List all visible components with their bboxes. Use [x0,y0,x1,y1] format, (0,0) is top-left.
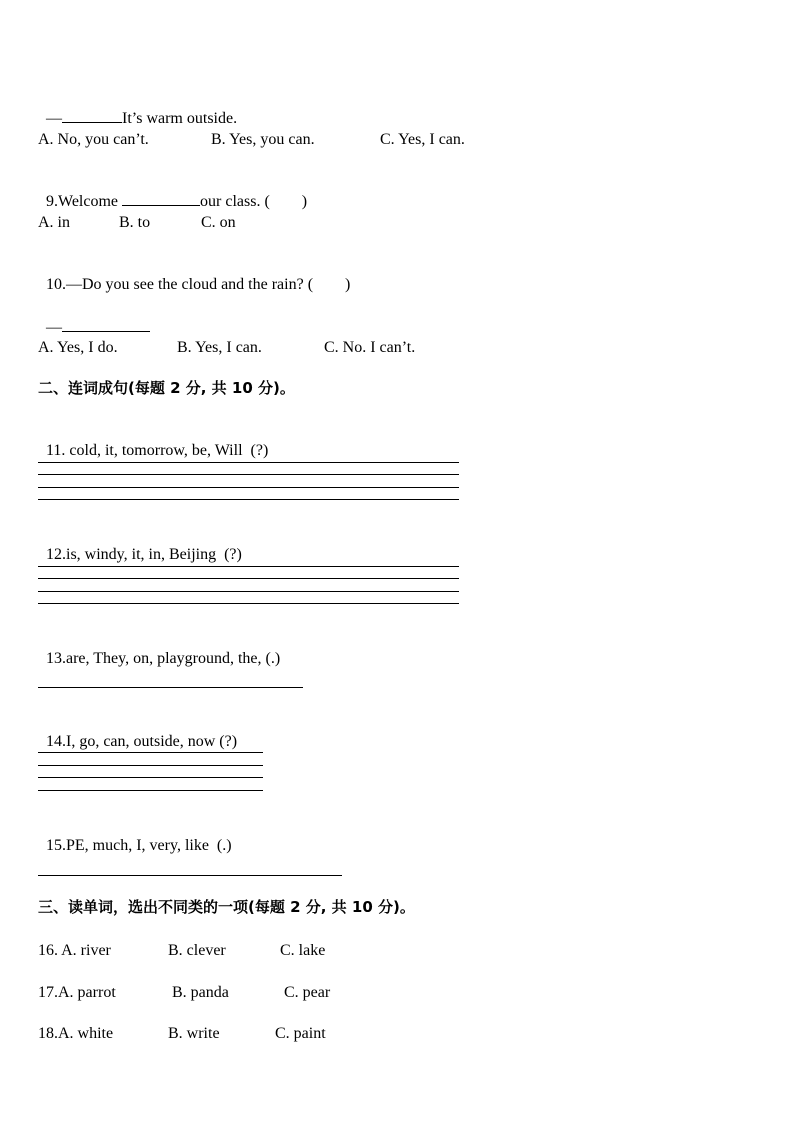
q18-option-b: B. write [168,1025,220,1042]
q9-option-b: B. to [119,214,151,231]
q9-option-c: C. on [201,214,236,231]
q10-option-b: B. Yes, I can. [177,339,262,356]
answer-line [38,603,459,604]
q17-option-b: B. panda [172,984,229,1001]
answer-line [38,474,459,475]
q13-number: 13 [46,650,62,667]
q8-option-c: C. Yes, I can. [380,131,465,148]
answer-line [38,765,263,766]
answer-line [38,462,459,463]
q11-number: 11 [46,442,62,459]
q17-option-c: C. pear [284,984,331,1001]
q12-question [38,525,242,565]
q16-option-b: B. clever [168,942,226,959]
q15-question [38,816,232,856]
q9-number: 9. [46,193,58,210]
q18-number: 18 [38,1025,54,1042]
q9-option-a: A. in [38,214,70,231]
q12-number: 12 [46,546,62,563]
q13-question [38,629,280,669]
q17-option-a [38,983,116,1003]
q10-text: —Do you see the cloud and the rain? ( ) [66,276,351,293]
q8-reply-text: It’s warm outside. [122,110,238,127]
answer-line [38,499,459,500]
q10-number: 10. [46,276,66,293]
answer-line [38,777,263,778]
q12-words: .is, windy, it, in, Beijing (?) [62,546,242,563]
answer-line [38,578,459,579]
q10-dash: — [46,319,62,336]
q14-question [38,712,237,752]
q16-option-a [38,941,111,961]
q18-option-a [38,1024,113,1044]
q10-question [38,255,350,295]
q16-option-a-text: . A. river [54,942,111,959]
q8-reply-line [38,88,237,129]
q16-number: 16 [38,942,54,959]
section-2-heading: 二、连词成句(每题 2 分, 共 10 分)。 [38,379,295,397]
q11-question [38,421,268,461]
q8-option-a: A. No, you can’t. [38,131,149,148]
q18-option-a-text: .A. white [54,1025,114,1042]
answer-line [38,566,459,567]
q8-answer-blank[interactable] [62,108,122,123]
q14-number: 14 [46,733,62,750]
q17-number: 17 [38,984,54,1001]
answer-line [38,752,263,753]
q9-text-before: Welcome [58,193,123,210]
q15-number: 15 [46,837,62,854]
section-3-heading: 三、读单词，选出不同类的一项(每题 2 分, 共 10 分)。 [38,898,415,916]
q10-reply-line [38,297,150,338]
q10-answer-blank[interactable] [62,317,150,332]
q13-answer-line[interactable] [38,687,303,688]
q18-option-c: C. paint [275,1025,326,1042]
q15-words: .PE, much, I, very, like (.) [62,837,232,854]
q8-option-b: B. Yes, you can. [211,131,315,148]
q8-dash: — [46,110,62,127]
q14-words: .I, go, can, outside, now (?) [62,733,238,750]
answer-line [38,790,263,791]
q15-answer-line[interactable] [38,875,342,876]
q17-option-a-text: .A. parrot [54,984,116,1001]
answer-line [38,487,459,488]
q9-text-after: our class. ( ) [200,193,308,210]
answer-line [38,591,459,592]
q16-option-c: C. lake [280,942,326,959]
q11-words: . cold, it, tomorrow, be, Will (?) [61,442,269,459]
q13-words: .are, They, on, playground, the, (.) [62,650,281,667]
q10-option-a: A. Yes, I do. [38,339,118,356]
q9-question [38,171,307,212]
q9-answer-blank[interactable] [122,191,200,206]
q10-option-c: C. No. I can’t. [324,339,416,356]
